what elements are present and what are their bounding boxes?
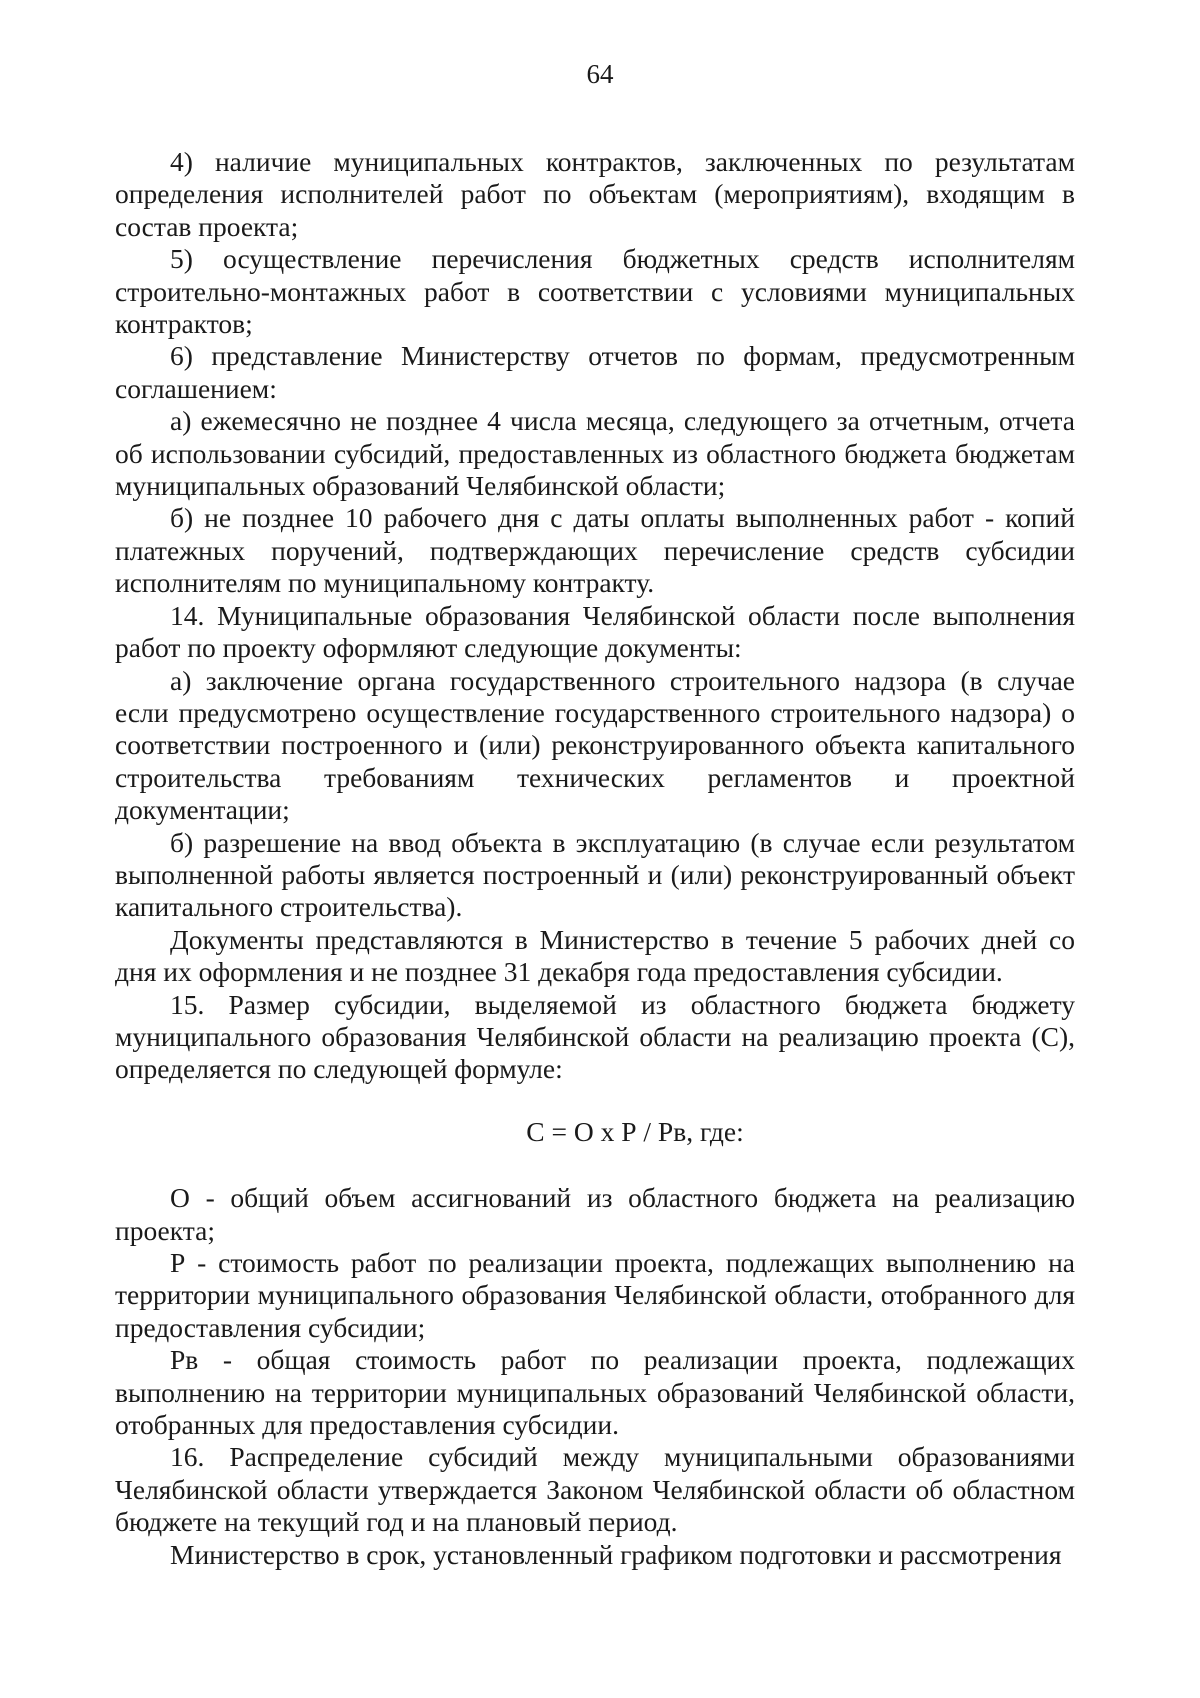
paragraph-item-6: 6) представление Министерству отчетов по формам, предусмотренным соглашением: <box>115 340 1075 404</box>
paragraph-clause-15: 15. Размер субсидии, выделяемой из областного бюджета бюджету муниципального образования Челябинской области на реализацию проекта (С), определяется по следующей формуле: <box>115 988 1075 1085</box>
paragraph-item-5: 5) осуществление перечисления бюджетных средств исполнителям строительно-монтажных работ в соответствии с условиями муниципальных контрактов; <box>115 243 1075 340</box>
paragraph-documents-submission: Документы представляются в Министерство в течение 5 рабочих дней со дня их оформления и не позднее 31 декабря года предоставления субсидии. <box>115 923 1075 988</box>
page-number: 64 <box>586 59 614 89</box>
paragraph-item-4: 4) наличие муниципальных контрактов, заключенных по результатам определения исполнителей работ по объектам (мероприятиям), входящим в состав проекта; <box>115 146 1075 242</box>
paragraph-subitem-a: а) ежемесячно не позднее 4 числа месяца, следующего за отчетным, отчета об использовании субсидий, предоставленных из областного бюджета бюджетам муниципальных образований Челябинской области; <box>115 405 1075 502</box>
paragraph-clause-14-b: б) разрешение на ввод объекта в эксплуатацию (в случае если результатом выполненной работы является построенный и (или) реконструированный объект капитального строительства). <box>115 826 1075 923</box>
definition-o: О - общий объем ассигнований из областного бюджета на реализацию проекта; <box>115 1182 1075 1246</box>
definition-p: Р - стоимость работ по реализации проекта, подлежащих выполнению на территории муниципального образования Челябинской области, отобранного для предоставления субсидии; <box>115 1247 1075 1343</box>
paragraph-clause-14: 14. Муниципальные образования Челябинской области после выполнения работ по проекту оформляют следующие документы: <box>115 599 1075 664</box>
paragraph-ministry: Министерство в срок, установленный графиком подготовки и рассмотрения <box>170 1538 1062 1570</box>
paragraph-clause-14-a: а) заключение органа государственного строительного надзора (в случае если предусмотрено осуществление государственного строительного надзора) о соответствии построенного и (или) реконструированного объекта капитального строительства требованиям технических регламентов и проектной документации; <box>115 664 1075 826</box>
definition-pv: Рв - общая стоимость работ по реализации проекта, подлежащих выполнению на территории муниципальных образований Челябинской области, отобранных для предоставления субсидии. <box>115 1344 1075 1441</box>
subsidy-formula: С = О х Р / Рв, где: <box>526 1115 744 1147</box>
paragraph-clause-16: 16. Распределение субсидий между муниципальными образованиями Челябинской области утверждается Законом Челябинской области об областном бюджете на текущий год и на плановый период. <box>115 1441 1075 1538</box>
paragraph-subitem-b: б) не позднее 10 рабочего дня с даты оплаты выполненных работ - копий платежных поручений, подтверждающих перечисление средств субсидии исполнителям по муниципальному контракту. <box>115 502 1075 599</box>
document-body <box>115 146 1075 1571</box>
